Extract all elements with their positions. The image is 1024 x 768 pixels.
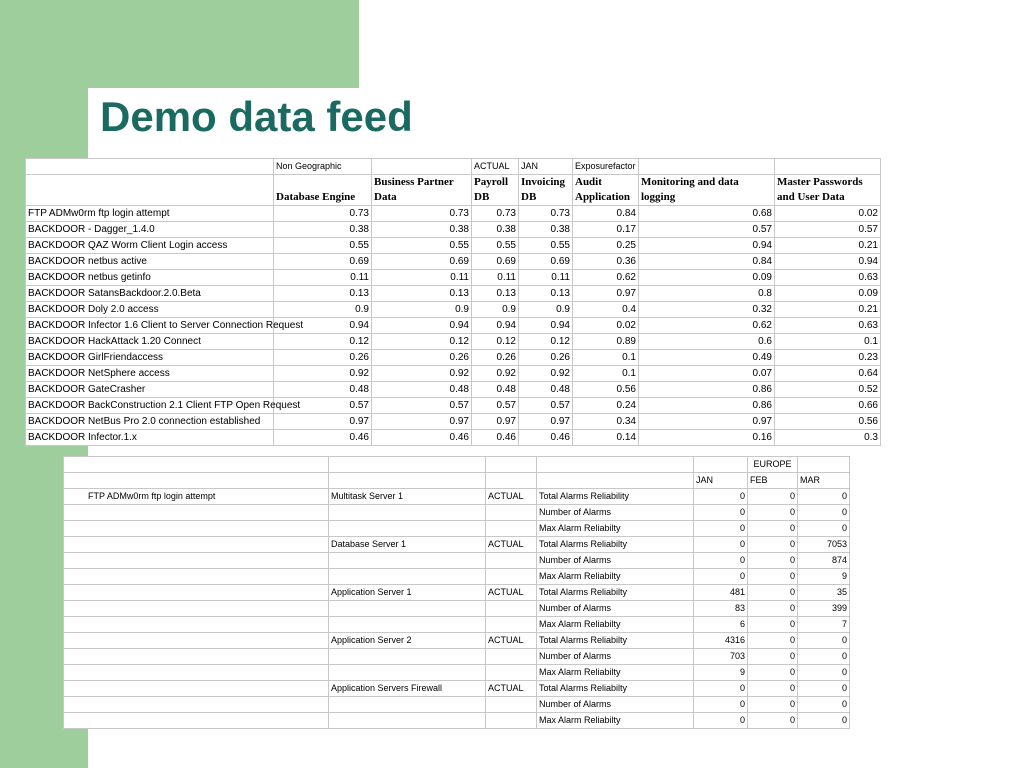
value-cell: 0.46 (274, 430, 372, 446)
value-cell: 83 (694, 601, 748, 617)
value-cell: 0.97 (639, 414, 775, 430)
header-blank-cell (64, 457, 329, 473)
value-cell: 0.57 (639, 222, 775, 238)
value-cell: 0.1 (775, 334, 881, 350)
metric-cell: Total Alarms Reliabilty (537, 633, 694, 649)
metric-cell: Number of Alarms (537, 649, 694, 665)
month-header-row (64, 473, 850, 489)
value-cell: 0.62 (639, 318, 775, 334)
top-header-cell (639, 159, 775, 175)
value-cell: 0 (798, 633, 850, 649)
column-header: Database Engine (274, 175, 372, 206)
value-cell: 0.92 (472, 366, 519, 382)
value-cell: 0.89 (573, 334, 639, 350)
value-cell: 0.57 (519, 398, 573, 414)
value-cell: 0.26 (472, 350, 519, 366)
value-cell: 0.97 (519, 414, 573, 430)
header-blank-cell (329, 457, 486, 473)
table-row (26, 206, 881, 222)
metric-cell: Number of Alarms (537, 697, 694, 713)
value-cell: 0.94 (775, 254, 881, 270)
value-cell: 0.63 (775, 270, 881, 286)
value-cell: 0.26 (274, 350, 372, 366)
header-blank-cell (798, 457, 850, 473)
value-cell: 0.36 (573, 254, 639, 270)
value-cell: 7053 (798, 537, 850, 553)
value-cell: 0.57 (472, 398, 519, 414)
value-cell: 0 (694, 505, 748, 521)
server-name-cell (329, 505, 486, 521)
metric-cell: Max Alarm Reliabilty (537, 521, 694, 537)
type-cell (486, 713, 537, 729)
value-cell: 481 (694, 585, 748, 601)
month-header: MAR (798, 473, 850, 489)
value-cell: 0.86 (639, 398, 775, 414)
value-cell: 0.6 (639, 334, 775, 350)
value-cell: 0.73 (274, 206, 372, 222)
value-cell: 0 (748, 569, 798, 585)
value-cell: 0.73 (372, 206, 472, 222)
type-cell: ACTUAL (486, 585, 537, 601)
value-cell: 0.55 (519, 238, 573, 254)
event-name-cell (64, 697, 329, 713)
server-name-cell (329, 569, 486, 585)
column-header: Payroll DB (472, 175, 519, 206)
event-name-cell (64, 585, 329, 601)
table-row (64, 505, 850, 521)
value-cell: 0 (694, 569, 748, 585)
server-name-cell: Application Servers Firewall (329, 681, 486, 697)
value-cell: 0.09 (775, 286, 881, 302)
value-cell: 0.46 (372, 430, 472, 446)
table-row (26, 286, 881, 302)
value-cell: 0.38 (472, 222, 519, 238)
value-cell: 0.14 (573, 430, 639, 446)
value-cell: 0.46 (519, 430, 573, 446)
value-cell: 0.94 (472, 318, 519, 334)
event-name-cell: BACKDOOR netbus active (26, 254, 274, 270)
value-cell: 0.21 (775, 302, 881, 318)
value-cell: 0 (748, 505, 798, 521)
top-header-cell: Non Geographic (274, 159, 372, 175)
value-cell: 0.13 (372, 286, 472, 302)
table-row (64, 665, 850, 681)
table-row (26, 430, 881, 446)
value-cell: 0.9 (274, 302, 372, 318)
value-cell: 0 (798, 489, 850, 505)
table-row (26, 366, 881, 382)
value-cell: 0.97 (274, 414, 372, 430)
type-cell (486, 521, 537, 537)
table-row (26, 414, 881, 430)
value-cell: 9 (798, 569, 850, 585)
value-cell: 0.73 (519, 206, 573, 222)
value-cell: 0.12 (274, 334, 372, 350)
type-cell (486, 553, 537, 569)
value-cell: 0.9 (472, 302, 519, 318)
metric-cell: Max Alarm Reliabilty (537, 569, 694, 585)
value-cell: 0 (748, 617, 798, 633)
type-cell (486, 505, 537, 521)
value-cell: 0.63 (775, 318, 881, 334)
server-name-cell (329, 713, 486, 729)
table-row (64, 521, 850, 537)
event-name-cell (64, 569, 329, 585)
value-cell: 0.09 (639, 270, 775, 286)
server-name-cell: Database Server 1 (329, 537, 486, 553)
type-cell (486, 697, 537, 713)
event-name-cell (64, 681, 329, 697)
value-cell: 0.4 (573, 302, 639, 318)
value-cell: 0.62 (573, 270, 639, 286)
event-name-cell: BACKDOOR Doly 2.0 access (26, 302, 274, 318)
value-cell: 0 (748, 681, 798, 697)
type-cell (486, 649, 537, 665)
value-cell: 0.56 (573, 382, 639, 398)
value-cell: 0.55 (472, 238, 519, 254)
table-row (64, 585, 850, 601)
event-name-cell (64, 665, 329, 681)
header-blank-cell (694, 457, 748, 473)
header-blank-cell (26, 175, 274, 206)
type-cell: ACTUAL (486, 489, 537, 505)
top-header-cell: ACTUAL (472, 159, 519, 175)
value-cell: 0.02 (775, 206, 881, 222)
metric-cell: Total Alarms Reliabilty (537, 585, 694, 601)
value-cell: 0.92 (372, 366, 472, 382)
header-blank-cell (26, 159, 274, 175)
table-row (64, 649, 850, 665)
value-cell: 0.16 (639, 430, 775, 446)
value-cell: 874 (798, 553, 850, 569)
value-cell: 0.11 (472, 270, 519, 286)
value-cell: 0.94 (372, 318, 472, 334)
value-cell: 0.66 (775, 398, 881, 414)
value-cell: 0.25 (573, 238, 639, 254)
value-cell: 0 (694, 553, 748, 569)
value-cell: 0 (748, 521, 798, 537)
value-cell: 0.11 (372, 270, 472, 286)
table-row (26, 222, 881, 238)
value-cell: 703 (694, 649, 748, 665)
metric-cell: Number of Alarms (537, 505, 694, 521)
value-cell: 0 (798, 665, 850, 681)
value-cell: 0.92 (274, 366, 372, 382)
value-cell: 0.9 (372, 302, 472, 318)
event-name-cell: BACKDOOR NetSphere access (26, 366, 274, 382)
value-cell: 0.23 (775, 350, 881, 366)
table-row (64, 601, 850, 617)
type-cell (486, 569, 537, 585)
value-cell: 0.13 (472, 286, 519, 302)
header-blank-cell (537, 457, 694, 473)
alarm-factor-table (25, 158, 881, 446)
value-cell: 0.38 (274, 222, 372, 238)
server-name-cell: Multitask Server 1 (329, 489, 486, 505)
value-cell: 0 (694, 713, 748, 729)
top-header-cell: Exposurefactor (573, 159, 639, 175)
value-cell: 0.55 (274, 238, 372, 254)
value-cell: 7 (798, 617, 850, 633)
type-cell: ACTUAL (486, 633, 537, 649)
value-cell: 0.64 (775, 366, 881, 382)
value-cell: 0.34 (573, 414, 639, 430)
event-name-cell: BACKDOOR GateCrasher (26, 382, 274, 398)
value-cell: 0.38 (372, 222, 472, 238)
value-cell: 0.12 (472, 334, 519, 350)
value-cell: 9 (694, 665, 748, 681)
value-cell: 0.84 (573, 206, 639, 222)
column-header: Monitoring and data logging (639, 175, 775, 206)
value-cell: 0.02 (573, 318, 639, 334)
table-row (64, 681, 850, 697)
table-row (64, 617, 850, 633)
header-blank-cell (537, 473, 694, 489)
value-cell: 0.94 (519, 318, 573, 334)
value-cell: 0.48 (472, 382, 519, 398)
event-name-cell: BACKDOOR Infector 1.6 Client to Server Connection Request (26, 318, 274, 334)
value-cell: 0 (748, 649, 798, 665)
value-cell: 6 (694, 617, 748, 633)
event-name-cell: BACKDOOR QAZ Worm Client Login access (26, 238, 274, 254)
value-cell: 0 (748, 553, 798, 569)
value-cell: 0 (748, 585, 798, 601)
value-cell: 0.97 (573, 286, 639, 302)
value-cell: 0 (748, 633, 798, 649)
value-cell: 0.69 (372, 254, 472, 270)
event-name-cell: BACKDOOR HackAttack 1.20 Connect (26, 334, 274, 350)
metric-cell: Total Alarms Reliability (537, 489, 694, 505)
table-row (26, 398, 881, 414)
event-name-cell (64, 521, 329, 537)
value-cell: 0.92 (519, 366, 573, 382)
table-row (26, 238, 881, 254)
event-name-cell: BACKDOOR SatansBackdoor.2.0.Beta (26, 286, 274, 302)
value-cell: 0 (798, 681, 850, 697)
value-cell: 0.3 (775, 430, 881, 446)
event-name-cell (64, 553, 329, 569)
type-cell: ACTUAL (486, 681, 537, 697)
table-row (26, 254, 881, 270)
value-cell: 0.1 (573, 350, 639, 366)
value-cell: 0.12 (519, 334, 573, 350)
month-header: FEB (748, 473, 798, 489)
server-name-cell (329, 617, 486, 633)
value-cell: 0.48 (519, 382, 573, 398)
value-cell: 0.24 (573, 398, 639, 414)
value-cell: 0.26 (519, 350, 573, 366)
table-row (26, 334, 881, 350)
value-cell: 0.94 (274, 318, 372, 334)
value-cell: 0 (694, 537, 748, 553)
value-cell: 0.57 (372, 398, 472, 414)
value-cell: 0.48 (372, 382, 472, 398)
table-row (64, 713, 850, 729)
metric-cell: Total Alarms Reliabilty (537, 537, 694, 553)
event-name-cell: BACKDOOR - Dagger_1.4.0 (26, 222, 274, 238)
region-header: EUROPE (748, 457, 798, 473)
column-header: Business Partner Data (372, 175, 472, 206)
month-header: JAN (694, 473, 748, 489)
top-header-cell: JAN (519, 159, 573, 175)
value-cell: 0.46 (472, 430, 519, 446)
value-cell: 0.1 (573, 366, 639, 382)
metric-cell: Number of Alarms (537, 601, 694, 617)
header-blank-cell (64, 473, 329, 489)
server-name-cell (329, 697, 486, 713)
table-top-header-row (26, 159, 881, 175)
type-cell (486, 665, 537, 681)
value-cell: 0 (748, 601, 798, 617)
value-cell: 0.11 (519, 270, 573, 286)
table-row (26, 350, 881, 366)
value-cell: 0.97 (472, 414, 519, 430)
region-header-row (64, 457, 850, 473)
value-cell: 399 (798, 601, 850, 617)
value-cell: 0 (748, 697, 798, 713)
event-name-cell: FTP ADMw0rm ftp login attempt (26, 206, 274, 222)
server-name-cell (329, 649, 486, 665)
value-cell: 0.11 (274, 270, 372, 286)
event-name-cell (64, 649, 329, 665)
value-cell: 0.69 (274, 254, 372, 270)
value-cell: 0 (748, 665, 798, 681)
table-row (26, 270, 881, 286)
table-row (26, 382, 881, 398)
top-header-cell (775, 159, 881, 175)
server-name-cell (329, 665, 486, 681)
value-cell: 0 (694, 697, 748, 713)
value-cell: 0 (748, 489, 798, 505)
event-name-cell: BACKDOOR NetBus Pro 2.0 connection established (26, 414, 274, 430)
event-name-cell (64, 505, 329, 521)
value-cell: 0 (798, 697, 850, 713)
table-row (64, 569, 850, 585)
value-cell: 0 (694, 681, 748, 697)
value-cell: 35 (798, 585, 850, 601)
value-cell: 0 (748, 713, 798, 729)
value-cell: 0.17 (573, 222, 639, 238)
header-blank-cell (486, 473, 537, 489)
value-cell: 0.94 (639, 238, 775, 254)
value-cell: 0.8 (639, 286, 775, 302)
server-alarms-table (63, 456, 850, 729)
server-name-cell (329, 521, 486, 537)
value-cell: 0 (798, 713, 850, 729)
server-name-cell: Application Server 1 (329, 585, 486, 601)
event-name-cell: FTP ADMw0rm ftp login attempt (64, 489, 329, 505)
table-row (64, 633, 850, 649)
value-cell: 0.57 (274, 398, 372, 414)
value-cell: 0.13 (519, 286, 573, 302)
table-row (26, 302, 881, 318)
value-cell: 0.52 (775, 382, 881, 398)
value-cell: 0.86 (639, 382, 775, 398)
table-row (64, 697, 850, 713)
metric-cell: Max Alarm Reliabilty (537, 665, 694, 681)
event-name-cell: BACKDOOR BackConstruction 2.1 Client FTP Open Request (26, 398, 274, 414)
metric-cell: Max Alarm Reliabilty (537, 713, 694, 729)
value-cell: 0.73 (472, 206, 519, 222)
value-cell: 0.69 (472, 254, 519, 270)
value-cell: 0.49 (639, 350, 775, 366)
table-row (64, 489, 850, 505)
value-cell: 0.9 (519, 302, 573, 318)
server-name-cell (329, 553, 486, 569)
value-cell: 0.57 (775, 222, 881, 238)
type-cell (486, 601, 537, 617)
header-blank-cell (329, 473, 486, 489)
table-header-row (26, 175, 881, 206)
event-name-cell (64, 537, 329, 553)
value-cell: 0.21 (775, 238, 881, 254)
event-name-cell: BACKDOOR netbus getinfo (26, 270, 274, 286)
server-name-cell (329, 601, 486, 617)
table-row (64, 553, 850, 569)
event-name-cell: BACKDOOR Infector.1.x (26, 430, 274, 446)
metric-cell: Max Alarm Reliabilty (537, 617, 694, 633)
event-name-cell (64, 713, 329, 729)
top-header-cell (372, 159, 472, 175)
event-name-cell (64, 617, 329, 633)
column-header: Master Passwords and User Data (775, 175, 881, 206)
value-cell: 0.55 (372, 238, 472, 254)
value-cell: 0 (748, 537, 798, 553)
value-cell: 0.68 (639, 206, 775, 222)
header-blank-cell (486, 457, 537, 473)
value-cell: 0 (798, 505, 850, 521)
column-header: Audit Application (573, 175, 639, 206)
value-cell: 0.26 (372, 350, 472, 366)
value-cell: 0.69 (519, 254, 573, 270)
slide-title: Demo data feed (100, 93, 413, 140)
value-cell: 0.32 (639, 302, 775, 318)
event-name-cell (64, 601, 329, 617)
table-row (64, 537, 850, 553)
value-cell: 0.12 (372, 334, 472, 350)
type-cell (486, 617, 537, 633)
event-name-cell (64, 633, 329, 649)
value-cell: 0.48 (274, 382, 372, 398)
value-cell: 0 (694, 489, 748, 505)
metric-cell: Number of Alarms (537, 553, 694, 569)
value-cell: 0.38 (519, 222, 573, 238)
value-cell: 0 (798, 521, 850, 537)
value-cell: 0 (798, 649, 850, 665)
value-cell: 0 (694, 521, 748, 537)
value-cell: 0.97 (372, 414, 472, 430)
server-name-cell: Application Server 2 (329, 633, 486, 649)
type-cell: ACTUAL (486, 537, 537, 553)
table-row (26, 318, 881, 334)
column-header: Invoicing DB (519, 175, 573, 206)
value-cell: 0.13 (274, 286, 372, 302)
event-name-cell: BACKDOOR GirlFriendaccess (26, 350, 274, 366)
green-top-decoration (0, 0, 359, 88)
value-cell: 0.07 (639, 366, 775, 382)
value-cell: 0.56 (775, 414, 881, 430)
metric-cell: Total Alarms Reliabilty (537, 681, 694, 697)
value-cell: 4316 (694, 633, 748, 649)
value-cell: 0.84 (639, 254, 775, 270)
